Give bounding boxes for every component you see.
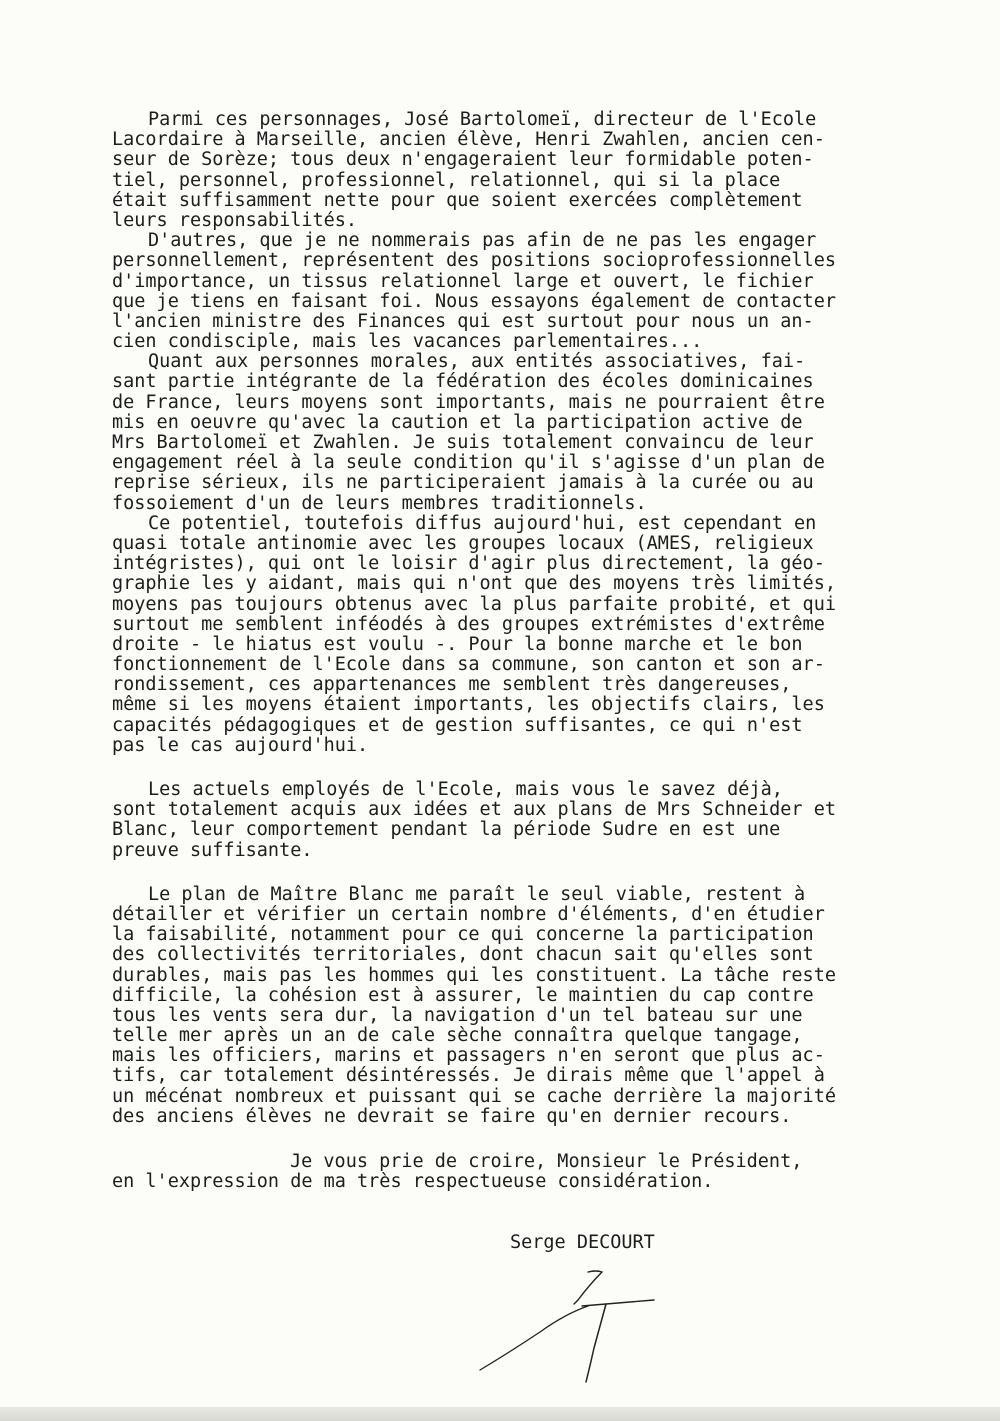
- closing-line-1: Je vous prie de croire, Monsieur le Président,: [290, 1151, 803, 1172]
- text-line: même si les moyens étaient importants, les objectifs clairs, les: [112, 694, 825, 716]
- text-line: sant partie intégrante de la fédération des écoles dominicaines: [112, 371, 814, 393]
- paragraph-1: [112, 110, 880, 231]
- text-line: Mrs Bartolomeï et Zwahlen. Je suis totalement convaincu de leur: [112, 432, 814, 453]
- text-line: pas le cas aujourd'hui.: [112, 734, 369, 756]
- text-line: Parmi ces personnages, José Bartolomeï, directeur de l'Ecole: [148, 109, 817, 130]
- text-line: telle mer après un an de cale sèche connaîtra quelque tangage,: [112, 1025, 803, 1047]
- text-line: détailler et vérifier un certain nombre d'éléments, d'en étudier: [112, 903, 825, 925]
- text-line: l'ancien ministre des Finances qui est surtout pour nous un an-: [112, 310, 814, 332]
- text-line: des anciens élèves ne devrait se faire qu'en dernier recours.: [112, 1105, 792, 1127]
- paragraph-gap: [112, 756, 880, 780]
- text-line: Ce potentiel, toutefois diffus aujourd'hui, est cependant en: [148, 512, 817, 534]
- text-line: fonctionnement de l'Ecole dans sa commune, son canton et son ar-: [112, 654, 825, 676]
- text-line: preuve suffisante.: [112, 839, 313, 861]
- text-line: d'importance, un tissus relationnel large et ouvert, le fichier: [112, 270, 814, 292]
- text-line: reprise sérieux, ils ne participeraient jamais à la curée ou au: [112, 472, 814, 494]
- text-line: fossoiement d'un de leurs membres traditionnels.: [112, 492, 647, 514]
- text-line: engagement réel à la seule condition qu'il s'agisse d'un plan de: [112, 452, 825, 474]
- text-line: durables, mais pas les hommes qui les constituent. La tâche reste: [112, 964, 836, 986]
- text-line: surtout me semblent inféodés à des groupes extrémistes d'extrême: [112, 613, 825, 635]
- paragraph-5: [112, 780, 880, 861]
- text-line: un mécénat nombreux et puissant qui se cache derrière la majorité: [112, 1085, 836, 1107]
- text-line: mais les officiers, marins et passagers n'en seront que plus ac-: [112, 1045, 825, 1067]
- text-line: sont totalement acquis aux idées et aux plans de Mrs Schneider et: [112, 799, 836, 821]
- closing-line-2: en l'expression de ma très respectueuse considération.: [112, 1171, 714, 1193]
- text-line: seur de Sorèze; tous deux n'engageraient leur formidable poten-: [112, 149, 814, 171]
- paragraph-4: [112, 514, 880, 756]
- paragraph-2: [112, 231, 880, 352]
- text-line: tous les vents sera dur, la navigation d'un tel bateau sur une: [112, 1004, 803, 1026]
- text-line: rondissement, ces appartenances me semblent très dangereuses,: [112, 674, 792, 696]
- signature: [470, 1262, 670, 1392]
- text-line: de France, leurs moyens sont importants, mais ne pourraient être: [112, 391, 825, 413]
- text-line: Quant aux personnes morales, aux entités associatives, fai-: [148, 351, 806, 373]
- text-line: graphie les y aidant, mais qui n'ont que des moyens très limités,: [112, 573, 836, 595]
- text-line: tiel, personnel, professionnel, relationnel, qui si la place: [112, 169, 781, 191]
- text-line: que je tiens en faisant foi. Nous essayons également de contacter: [112, 290, 836, 312]
- text-line: difficile, la cohésion est à assurer, le maintien du cap contre: [112, 984, 814, 1006]
- text-line: moyens pas toujours obtenus avec la plus parfaite probité, et qui: [112, 593, 836, 615]
- text-line: était suffisamment nette pour que soient exercées complètement: [112, 189, 803, 211]
- text-line: personnellement, représentent des positions socioprofessionnelles: [112, 250, 836, 272]
- closing-formula: [112, 1152, 880, 1192]
- text-line: quasi totale antinomie avec les groupes locaux (AMES, religieux: [112, 532, 814, 554]
- text-line: Blanc, leur comportement pendant la période Sudre en est une: [112, 819, 781, 841]
- text-line: capacités pédagogiques et de gestion suffisantes, ce qui n'est: [112, 714, 803, 736]
- page-bottom-edge: [0, 1407, 1000, 1421]
- text-line: mis en oeuvre qu'avec la caution et la participation active de: [112, 411, 803, 433]
- text-line: intégristes), qui ont le loisir d'agir plus directement, la géo-: [112, 553, 825, 575]
- paragraph-3: [112, 352, 880, 514]
- text-line: droite - le hiatus est voulu -. Pour la bonne marche et le bon: [112, 633, 803, 655]
- text-line: tifs, car totalement désintéressés. Je dirais même que l'appel à: [112, 1065, 825, 1087]
- text-line: Le plan de Maître Blanc me paraît le seul viable, restent à: [148, 883, 806, 905]
- text-line: des collectivités territoriales, dont chacun sait qu'elles sont: [112, 944, 814, 966]
- text-line: leurs responsabilités.: [112, 209, 358, 231]
- text-line: cien condisciple, mais les vacances parlementaires...: [112, 331, 703, 353]
- signer-name: Serge DECOURT: [510, 1232, 655, 1253]
- letter-body: [112, 110, 880, 1127]
- text-line: Les actuels employés de l'Ecole, mais vous le savez déjà,: [148, 779, 783, 800]
- text-line: D'autres, que je ne nommerais pas afin de ne pas les engager: [148, 230, 817, 252]
- text-line: Lacordaire à Marseille, ancien élève, Henri Zwahlen, ancien cen-: [112, 129, 825, 151]
- text-line: la faisabilité, notamment pour ce qui concerne la participation: [112, 924, 814, 946]
- paragraph-gap: [112, 861, 880, 885]
- paragraph-6: [112, 885, 880, 1127]
